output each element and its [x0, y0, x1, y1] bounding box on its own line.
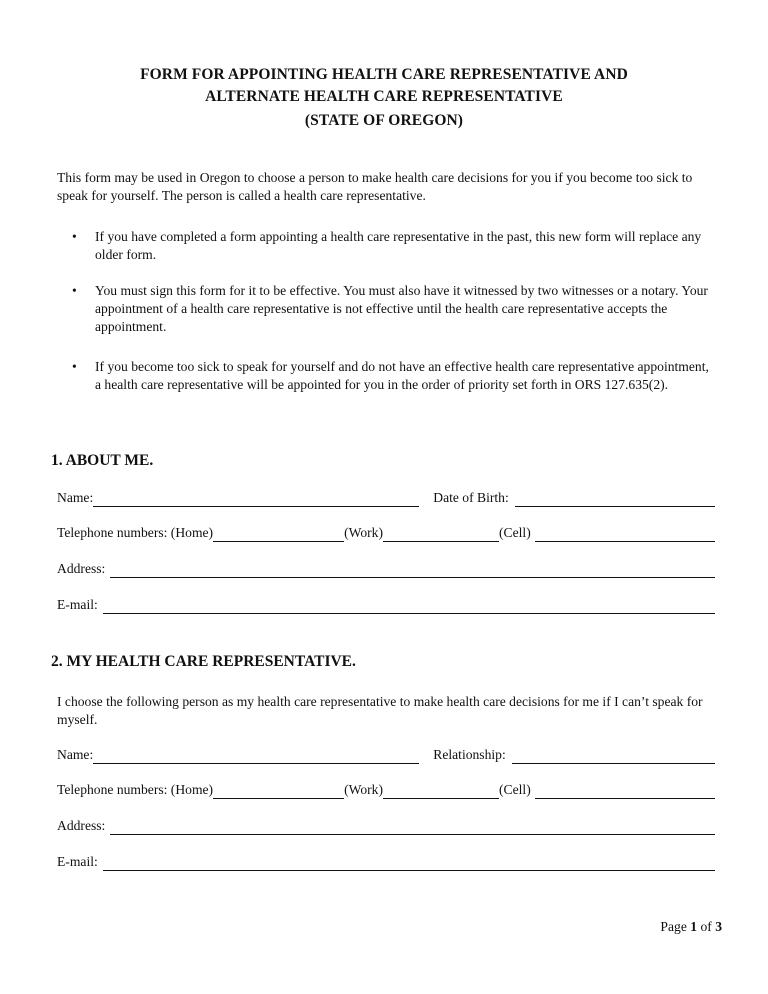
about-me-name-row [57, 489, 715, 507]
rep-work-phone-field[interactable] [383, 784, 499, 799]
home-phone-label: Telephone numbers: (Home) [57, 525, 214, 540]
rep-home-phone-label: Telephone numbers: (Home) [57, 782, 214, 797]
address-field[interactable] [110, 563, 715, 578]
form-title-line-2: ALTERNATE HEALTH CARE REPRESENTATIVE [205, 88, 563, 105]
about-me-address-row [57, 560, 715, 578]
bullet-item-1: If you have completed a form appointing a health care representative in the past, this new form will replace any older form. [95, 229, 702, 262]
form-title-line-1: FORM FOR APPOINTING HEALTH CARE REPRESENTATIVE AND [140, 66, 628, 83]
section-2-intro: I choose the following person as my health care representative to make health care decisions for me if I can’t speak for myself. [57, 694, 703, 727]
rep-email-field[interactable] [103, 856, 715, 871]
rep-work-phone-label: (Work) [344, 782, 384, 797]
address-label: Address: [57, 561, 106, 576]
page-total: 3 [715, 919, 722, 934]
email-label: E-mail: [57, 597, 98, 612]
work-phone-field[interactable] [383, 527, 499, 542]
date-of-birth-label: Date of Birth: [433, 490, 509, 505]
page-word: Page [660, 919, 687, 934]
home-phone-field[interactable] [213, 527, 344, 542]
rep-cell-phone-label: (Cell) [499, 782, 531, 797]
page-number [660, 919, 722, 935]
representative-address-row [57, 817, 715, 835]
section-2-heading: 2. MY HEALTH CARE REPRESENTATIVE. [51, 653, 356, 670]
bullet-item-3: If you become too sick to speak for yourself and do not have an effective health care representative appointment, a health care representative will be appointed for you in the order of priority set forth in ORS 127.635(2). [95, 359, 709, 392]
bullet-icon: • [72, 283, 77, 298]
section-1-heading: 1. ABOUT ME. [51, 452, 154, 469]
representative-phone-row [57, 781, 715, 799]
bullet-icon: • [72, 359, 77, 374]
rep-cell-phone-field[interactable] [535, 784, 715, 799]
cell-phone-field[interactable] [535, 527, 715, 542]
bullet-item-2: You must sign this form for it to be effective. You must also have it witnessed by two witnesses or a notary. Your appointment of a health care representative is not effective until the health care representative accepts the appointment. [95, 283, 708, 334]
rep-name-label: Name: [57, 747, 94, 762]
relationship-label: Relationship: [433, 747, 506, 762]
rep-name-field[interactable] [93, 749, 419, 764]
about-me-phone-row [57, 524, 715, 542]
rep-home-phone-field[interactable] [213, 784, 344, 799]
page-current: 1 [690, 919, 698, 934]
rep-address-field[interactable] [110, 820, 715, 835]
rep-address-label: Address: [57, 818, 106, 833]
of-word: of [700, 919, 712, 934]
representative-email-row [57, 853, 715, 871]
name-label: Name: [57, 490, 94, 505]
representative-name-row [57, 746, 715, 764]
rep-email-label: E-mail: [57, 854, 98, 869]
bullet-icon: • [72, 229, 77, 244]
about-me-email-row [57, 596, 715, 614]
email-field[interactable] [103, 599, 715, 614]
form-title-line-3: (STATE OF OREGON) [304, 112, 464, 129]
work-phone-label: (Work) [344, 525, 384, 540]
name-field[interactable] [93, 492, 419, 507]
date-of-birth-field[interactable] [515, 492, 715, 507]
relationship-field[interactable] [512, 749, 715, 764]
cell-phone-label: (Cell) [499, 525, 531, 540]
intro-paragraph: This form may be used in Oregon to choose a person to make health care decisions for you if you become too sick to speak for yourself. The person is called a health care representative. [57, 170, 693, 203]
